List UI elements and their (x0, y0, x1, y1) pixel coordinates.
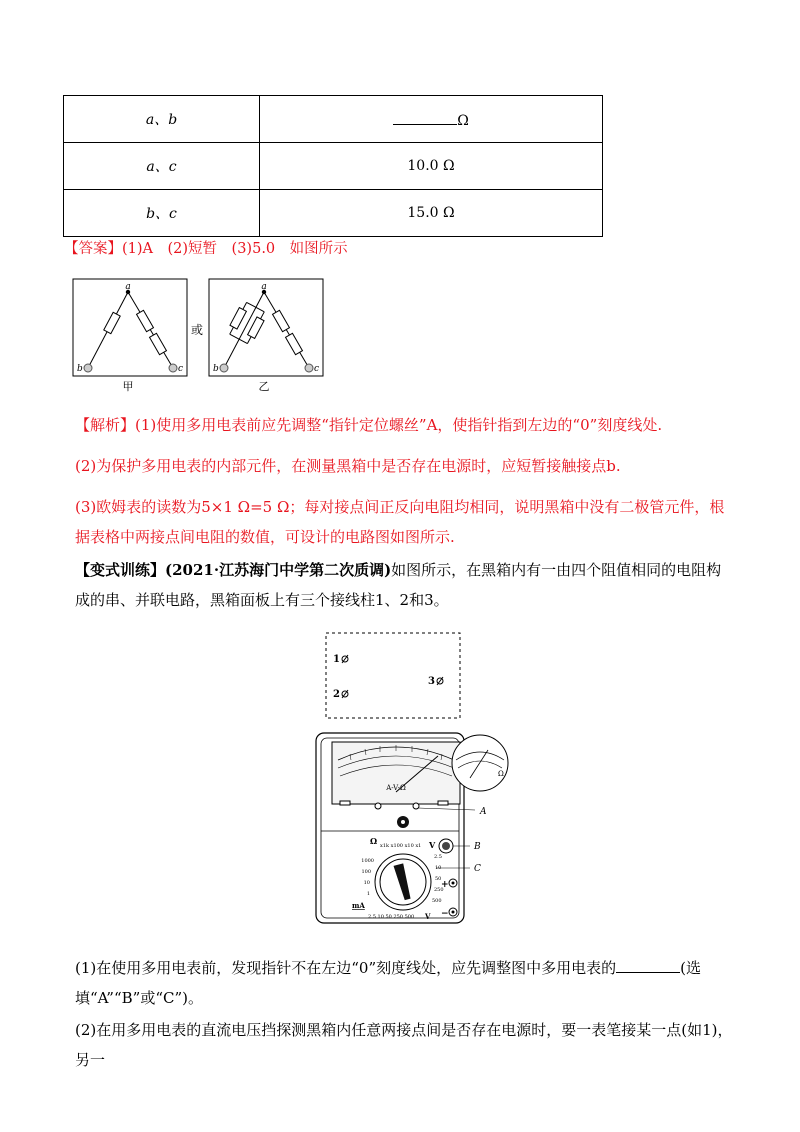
node-b-label: b (213, 364, 219, 374)
tick-left: 1 (366, 891, 370, 897)
pair-cell: a、b (64, 96, 260, 143)
tick-right: 500 (432, 898, 442, 904)
black-box-figure (325, 632, 461, 720)
variant-text: 如图所示，在黑箱内有一由四个阻值相同的电阻构成的串、并联电路，黑箱面板上有三个接线柱1、2和3。 (75, 561, 722, 609)
analysis-p3: (3)欧姆表的读数为5×1 Ω=5 Ω；每对接点间正反向电阻均相同，说明黑箱中没有二极管元件，根据表格中两接点间电阻的数值，可设计的电路图如图所示. (75, 498, 725, 546)
tick-right: 250 (434, 887, 444, 893)
node-a-label: a (261, 282, 267, 292)
v-label: V (429, 840, 436, 850)
range-top: x1k x100 x10 x1 (380, 843, 422, 849)
resistor-icon (104, 312, 120, 333)
value-cell: Ω (260, 96, 603, 143)
or-text: 或 (190, 323, 204, 337)
parallel-resistors (226, 301, 268, 346)
pair-cell: b、c (64, 190, 260, 237)
wire-right-2 (264, 292, 309, 368)
analysis-p1: 【解析】(1)使用多用电表前应先调整“指针定位螺丝”A，使指针指到左边的“0”刻度线处. (75, 416, 663, 434)
answer-line (64, 237, 348, 258)
question-2: (2)在用多用电表的直流电压挡探测黑箱内任意两接点间是否存在电源时，要一表笔接某一点(如1)，另一 (75, 1021, 733, 1069)
black-box-outline (326, 633, 460, 718)
table-row (64, 143, 603, 190)
resistor-icon (150, 333, 167, 354)
plus-label: + (441, 880, 449, 890)
tick-left: 100 (361, 869, 371, 875)
tick-left: 10 (363, 880, 370, 886)
circuit-box-right (209, 279, 323, 376)
value-cell: 15.0 Ω (260, 190, 603, 237)
resistance-table (63, 95, 603, 237)
terminal-c-right (305, 364, 313, 372)
table-row (64, 190, 603, 237)
minus-label: − (441, 909, 449, 919)
caption-yi: 乙 (258, 380, 270, 393)
node-c-label: c (314, 364, 320, 374)
node-b-label: b (77, 364, 83, 374)
value-cell: 10.0 Ω (260, 143, 603, 190)
tick-right: 10 (435, 865, 442, 871)
label-B: B (474, 842, 481, 852)
ma-label: mA (352, 901, 365, 910)
question-1: (1)在使用多用电表前，发现指针不在左边“0”刻度线处，应先调整图中多用电表的 (选填“A”“B”或“C”)。 (75, 959, 701, 1007)
answer-blank (393, 110, 457, 125)
resistor-icon (273, 310, 290, 331)
dial-label: A-V-Ω (386, 784, 406, 792)
tick-right: 2.5 (434, 854, 442, 860)
omega-small: Ω (498, 770, 504, 778)
terminal-3-label: 3 (428, 676, 435, 687)
table-row (64, 96, 603, 143)
answer-tag: 【答案】 (64, 241, 122, 257)
answer-text: (1)A (2)短暂 (3)5.0 如图所示 (122, 241, 348, 257)
bottom-ticks: 2.5 10 50 250 500 (368, 914, 415, 920)
analysis-p2: (2)为保护多用电表的内部元件，在测量黑箱中是否存在电源时，应短暂接触接点b. (75, 457, 621, 475)
answer-blank (616, 958, 680, 973)
resistor-icon (137, 310, 154, 331)
multimeter-figure (310, 730, 520, 930)
meter-dial-window (332, 742, 460, 804)
terminal-1-label: 1 (333, 654, 340, 665)
v-bottom-label: V (425, 912, 431, 921)
terminal-b-right (220, 364, 228, 372)
tick-right: 50 (435, 876, 442, 882)
variant-paragraph (75, 555, 735, 615)
analysis-tag: 【解析】 (75, 416, 136, 434)
terminal-2-label: 2 (333, 689, 340, 700)
wire-left-2 (128, 292, 173, 368)
variant-tag: 【变式训练】(2021·江苏海门中学第二次质调) (75, 561, 392, 579)
resistor-icon (286, 333, 303, 354)
node-c-label: c (178, 364, 184, 374)
omega-label: Ω (370, 836, 378, 846)
circuit-figure (70, 276, 330, 396)
circuit-box-left (73, 279, 187, 376)
caption-jia: 甲 (122, 380, 134, 393)
terminal-c-left (169, 364, 177, 372)
tick-left: 1000 (361, 858, 374, 864)
terminal-b-left (84, 364, 92, 372)
label-A: A (480, 807, 487, 817)
label-C: C (474, 864, 481, 874)
node-a-label: a (125, 282, 131, 292)
pair-cell: a、c (64, 143, 260, 190)
